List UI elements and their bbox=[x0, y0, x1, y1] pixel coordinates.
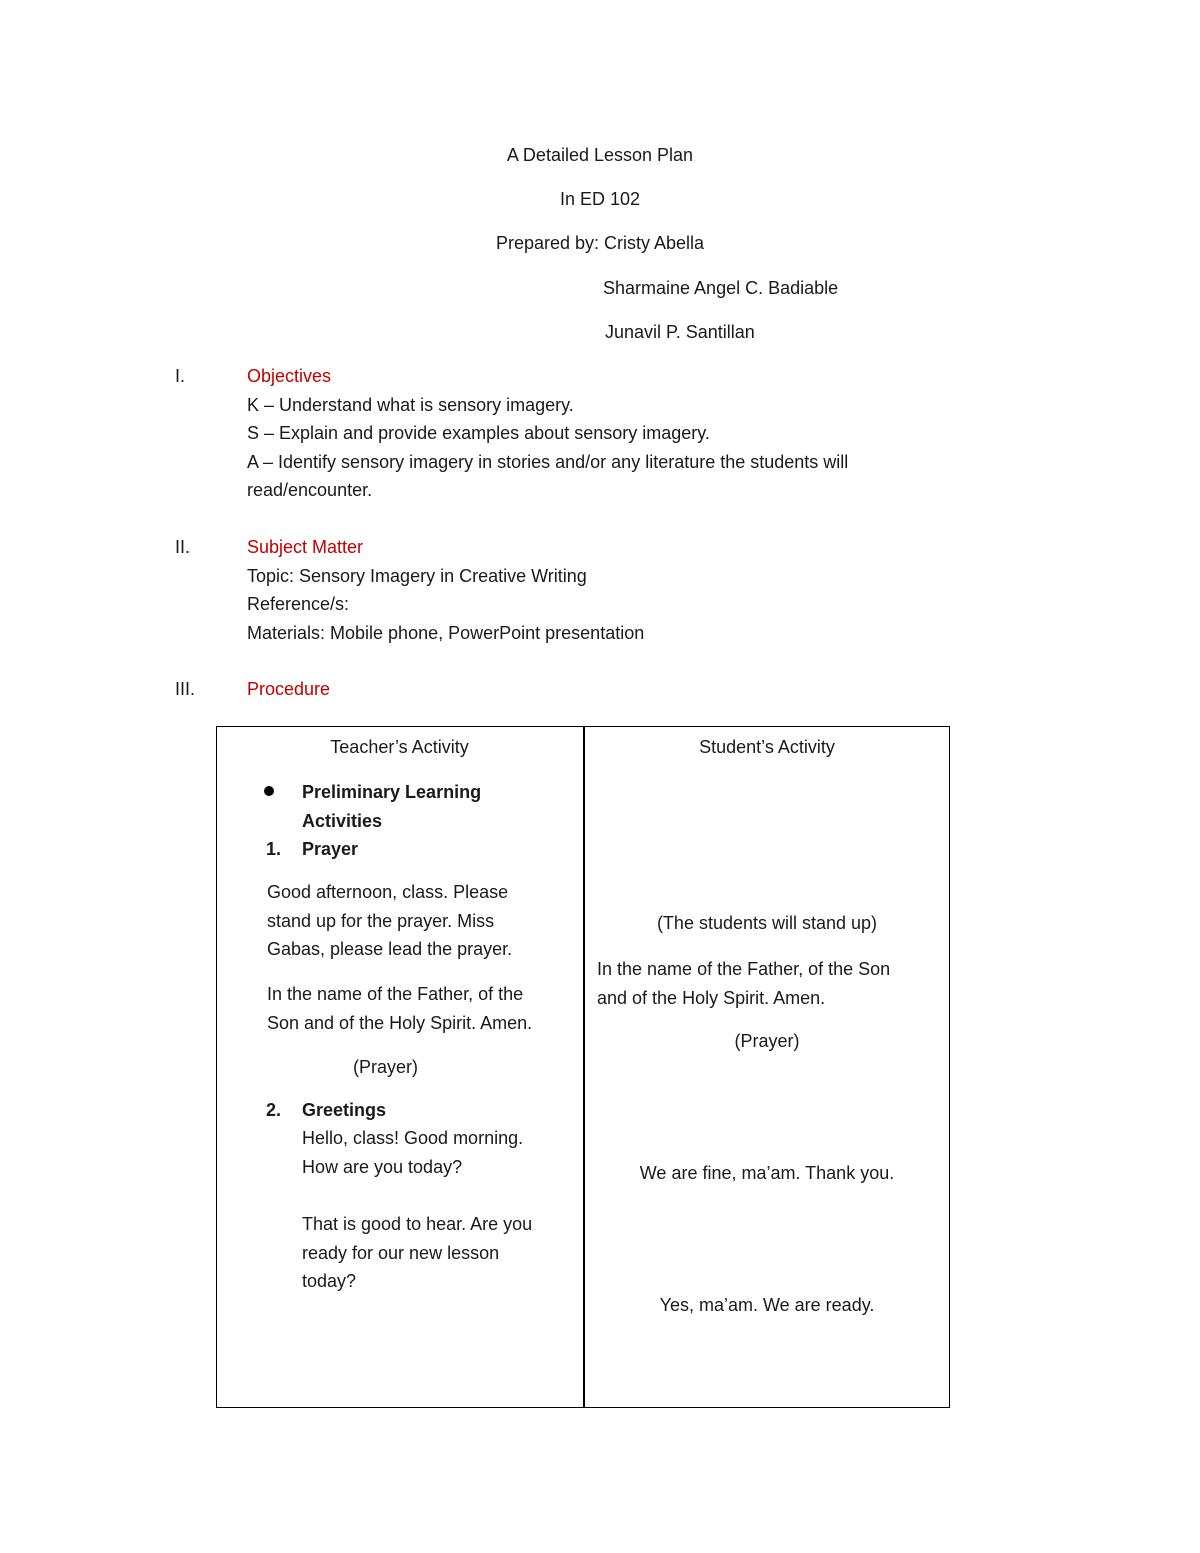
teacher-greeting: Hello, class! Good morning. How are you today? bbox=[302, 1128, 524, 1177]
subject-line: Reference/s: bbox=[247, 594, 350, 614]
teacher-prayer-instruction: Good afternoon, class. Please stand up for the prayer. Miss Gabas, please lead the prayer. bbox=[267, 882, 513, 959]
teacher-prayer-note: (Prayer) bbox=[353, 1057, 419, 1077]
course-code: In ED 102 bbox=[559, 189, 641, 209]
item-title: Prayer bbox=[302, 839, 359, 859]
item-number: 2. bbox=[266, 1100, 282, 1120]
subject-line: Topic: Sensory Imagery in Creative Writing bbox=[247, 565, 587, 586]
item-title: Greetings bbox=[302, 1100, 387, 1120]
section-heading: Procedure bbox=[247, 679, 331, 699]
objectives-section bbox=[247, 362, 848, 505]
section-numeral: III. bbox=[175, 679, 196, 699]
student-stand-response: (The students will stand up) bbox=[656, 913, 878, 933]
activity-heading: Preliminary Learning Activities bbox=[302, 782, 482, 831]
teacher-column-header: Teacher’s Activity bbox=[330, 737, 469, 757]
teacher-ready-question: That is good to hear. Are you ready for our new lesson today? bbox=[302, 1214, 533, 1291]
prepared-by: Prepared by: Cristy Abella bbox=[495, 233, 705, 253]
teacher-prayer-words: In the name of the Father, of the Son and of the Holy Spirit. Amen. bbox=[267, 984, 533, 1033]
item-number: 1. bbox=[266, 839, 282, 859]
objective-line: A – Identify sensory imagery in stories and/or any literature the students will bbox=[247, 451, 849, 472]
objective-line: S – Explain and provide examples about sensory imagery. bbox=[247, 423, 710, 443]
subject-line: Materials: Mobile phone, PowerPoint presentation bbox=[247, 622, 645, 643]
author-name: Sharmaine Angel C. Badiable bbox=[603, 278, 839, 298]
section-numeral: II. bbox=[175, 537, 191, 557]
student-column-header: Student’s Activity bbox=[699, 737, 835, 757]
section-heading: Subject Matter bbox=[247, 537, 364, 557]
student-prayer-note: (Prayer) bbox=[734, 1031, 800, 1051]
document-title: A Detailed Lesson Plan bbox=[506, 145, 694, 165]
author-name: Junavil P. Santillan bbox=[605, 322, 755, 342]
bullet-icon bbox=[264, 786, 274, 796]
objective-line: read/encounter. bbox=[247, 480, 373, 500]
student-greeting-response: We are fine, ma’am. Thank you. bbox=[639, 1163, 895, 1183]
student-ready-response: Yes, ma’am. We are ready. bbox=[659, 1295, 875, 1315]
section-heading: Objectives bbox=[247, 366, 332, 386]
subject-matter-section bbox=[247, 533, 644, 647]
student-prayer-words: In the name of the Father, of the Son and of the Holy Spirit. Amen. bbox=[597, 959, 891, 1008]
objective-line: K – Understand what is sensory imagery. bbox=[247, 394, 574, 415]
section-numeral: I. bbox=[175, 366, 186, 386]
